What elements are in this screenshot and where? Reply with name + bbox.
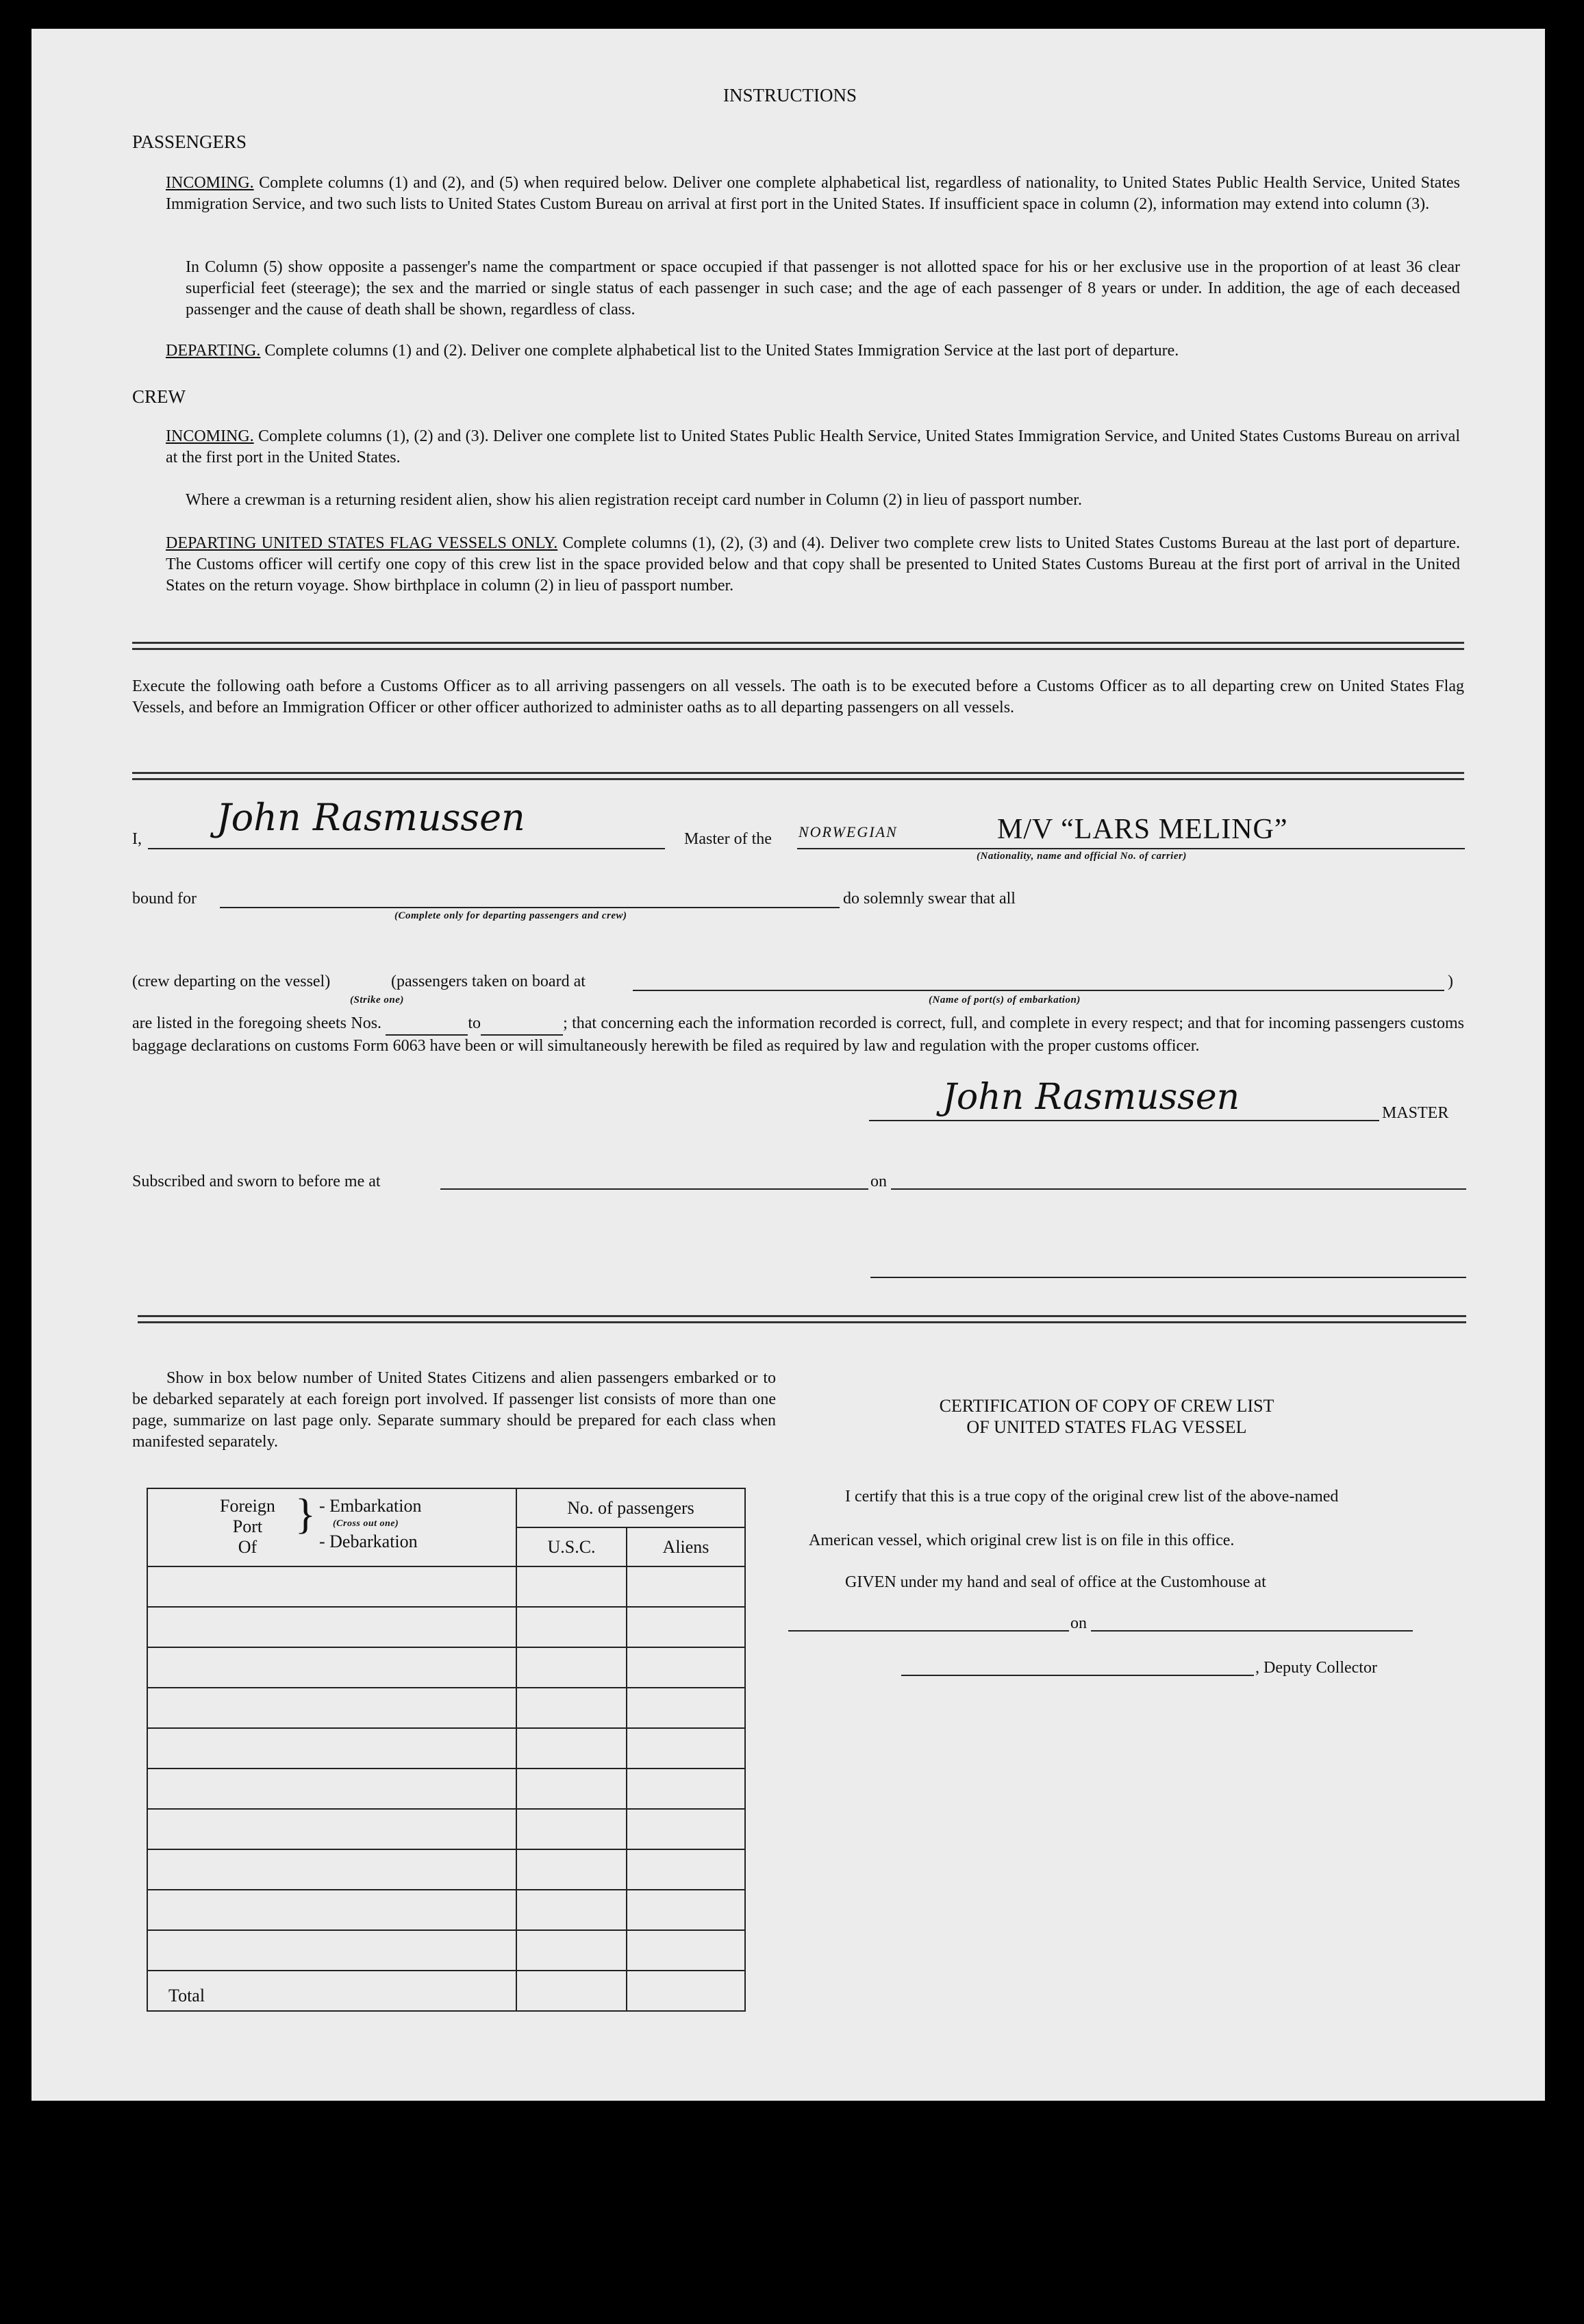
debarkation-label: - Debarkation	[319, 1532, 418, 1551]
passengers-departing-label: DEPARTING.	[166, 342, 261, 360]
i-label: I,	[132, 830, 142, 848]
vessel-line	[797, 848, 1465, 849]
passengers-incoming-label: INCOMING.	[166, 174, 254, 192]
port-label: Port	[232, 1516, 263, 1536]
sheet-from-blank	[386, 1013, 468, 1036]
total-aliens-cell[interactable]	[627, 1971, 745, 2011]
master-name-line	[148, 848, 665, 849]
aliens-cell[interactable]	[627, 1688, 745, 1728]
master-signature-line	[869, 1120, 1379, 1121]
crew-departing-paragraph	[166, 533, 1460, 597]
strike-one-caption: (Strike one)	[350, 995, 404, 1005]
given-text: GIVEN under my hand and seal of office at the Customhouse at	[845, 1573, 1266, 1591]
passenger-summary-table	[147, 1488, 746, 2012]
crew-heading: CREW	[132, 386, 186, 407]
nationality-value: NORWEGIAN	[799, 823, 898, 840]
usc-cell[interactable]	[516, 1566, 627, 1607]
aliens-cell[interactable]	[627, 1930, 745, 1971]
port-cell[interactable]	[147, 1688, 516, 1728]
summary-instructions: Show in box below number of United States Citizens and alien passengers embarked or to be debarked separately at each foreign port involved. If passenger list consists of more than one page, summarize on last page only. Separate summary should be prepared for each class when manifested separately.	[132, 1369, 776, 1451]
table-row	[147, 1728, 745, 1769]
usc-cell[interactable]	[516, 1769, 627, 1809]
aliens-cell[interactable]	[627, 1890, 745, 1930]
port-cell[interactable]	[147, 1769, 516, 1809]
vessel-name-value: M/V “LARS MELING”	[997, 814, 1288, 845]
usc-cell[interactable]	[516, 1728, 627, 1769]
crew-incoming-text: Complete columns (1), (2) and (3). Deliver one complete list to United States Public Health Service, United States Immigration Service, and United States Customs Bureau on arrival at the first port in the United States.	[166, 427, 1461, 466]
customhouse-line	[788, 1630, 1069, 1632]
port-caption: (Name of port(s) of embarkation)	[929, 995, 1081, 1005]
passengers-departing-text: Complete columns (1) and (2). Deliver one complete alphabetical list to the United States Immigration Service at the last port of departure.	[264, 342, 1179, 360]
embarkation-label: - Embarkation	[319, 1496, 422, 1516]
deputy-collector-label: , Deputy Collector	[1255, 1659, 1377, 1677]
bound-for-caption: (Complete only for departing passengers and crew)	[394, 910, 627, 921]
aliens-header: Aliens	[627, 1527, 745, 1566]
subscribed-on-label: on	[870, 1173, 887, 1190]
subscribed-label: Subscribed and sworn to before me at	[132, 1173, 381, 1190]
listed-prefix: are listed in the foregoing sheets Nos.	[132, 1014, 382, 1032]
crew-departing-label: DEPARTING UNITED STATES FLAG VESSELS ONLY.	[166, 534, 558, 552]
section-divider	[138, 1315, 1466, 1323]
certify-line2: American vessel, which original crew list is on file in this office.	[809, 1532, 1235, 1549]
passengers-heading: PASSENGERS	[132, 132, 247, 152]
certification-date-line	[1091, 1630, 1413, 1632]
total-usc-cell[interactable]	[516, 1971, 627, 2011]
form-page	[32, 29, 1545, 2101]
aliens-cell[interactable]	[627, 1809, 745, 1849]
vessel-caption: (Nationality, name and official No. of carrier)	[977, 851, 1187, 862]
master-signature: John Rasmussen	[942, 1077, 1240, 1118]
port-cell[interactable]	[147, 1566, 516, 1607]
aliens-cell[interactable]	[627, 1769, 745, 1809]
port-header-cell: Foreign Port Of } - Embarkation (Cross out one) - Debarkation	[147, 1488, 516, 1566]
port-cell[interactable]	[147, 1890, 516, 1930]
usc-header: U.S.C.	[516, 1527, 627, 1566]
sheet-to-blank	[481, 1013, 563, 1036]
port-cell[interactable]	[147, 1647, 516, 1688]
usc-cell[interactable]	[516, 1849, 627, 1890]
bound-for-line	[220, 907, 840, 908]
section-divider	[132, 772, 1464, 780]
crew-incoming-label: INCOMING.	[166, 427, 254, 445]
table-row	[147, 1566, 745, 1607]
close-paren: )	[1448, 973, 1453, 990]
crew-departing-text: Complete columns (1), (2), (3) and (4). Deliver two complete crew lists to United States Customs Bureau at the last port of departure. The Customs officer will certify one copy of this crew list in the space provided below and that copy shall be presented to United States Customs Bureau at the first port of arrival in the United States on the return voyage. Show birthplace in column (2) in lieu of passport number.	[166, 534, 1460, 595]
subscribed-place-line	[440, 1188, 868, 1190]
oath-intro: Execute the following oath before a Customs Officer as to all arriving passengers on all vessels. The oath is to be executed before a Customs Officer as to all departing crew on United States Flag Vessels, and before an Immigration Officer or other officer authorized to administer oaths as to all departing passengers on all vessels.	[132, 677, 1464, 716]
aliens-cell[interactable]	[627, 1728, 745, 1769]
table-row	[147, 1930, 745, 1971]
total-row	[147, 1971, 745, 2011]
certification-title	[915, 1395, 1298, 1438]
listed-text: ; that concerning each the information recorded is correct, full, and complete in every respect; and that for incoming passengers customs baggage declarations on customs Form 6063 have been or will simultaneously herewith be filed as required by law and regulation with the proper customs officer.	[132, 1014, 1464, 1055]
subscribed-date-line	[891, 1188, 1466, 1190]
certification-on-label: on	[1070, 1614, 1087, 1632]
of-label: Of	[238, 1537, 257, 1557]
port-cell[interactable]	[147, 1728, 516, 1769]
table-row	[147, 1809, 745, 1849]
certification-title-line2: OF UNITED STATES FLAG VESSEL	[966, 1417, 1247, 1437]
aliens-cell[interactable]	[627, 1849, 745, 1890]
master-of-the-label: Master of the	[684, 830, 772, 848]
usc-cell[interactable]	[516, 1647, 627, 1688]
master-label: MASTER	[1382, 1104, 1449, 1122]
passengers-incoming-paragraph	[166, 173, 1460, 215]
certify-line1: I certify that this is a true copy of the original crew list of the above-named	[845, 1488, 1339, 1505]
usc-cell[interactable]	[516, 1890, 627, 1930]
aliens-cell[interactable]	[627, 1647, 745, 1688]
instructions-title: INSTRUCTIONS	[723, 85, 857, 105]
port-cell[interactable]	[147, 1930, 516, 1971]
usc-cell[interactable]	[516, 1607, 627, 1647]
table-row	[147, 1849, 745, 1890]
table-row	[147, 1890, 745, 1930]
usc-cell[interactable]	[516, 1688, 627, 1728]
port-line	[633, 990, 1444, 991]
passengers-column5-paragraph: In Column (5) show opposite a passenger's name the compartment or space occupied if that passenger is not allotted space for his or her exclusive use in the proportion of at least 36 clear superficial feet (steerage); the sex and the married or single status of each passenger in such case; and the age of each passenger of 8 years or under. In addition, the age of each deceased passenger and the cause of death shall be shown, regardless of class.	[186, 258, 1460, 318]
table-row	[147, 1647, 745, 1688]
listed-paragraph	[132, 1013, 1464, 1057]
listed-to: to	[468, 1014, 481, 1032]
crew-alien-paragraph: Where a crewman is a returning resident alien, show his alien registration receipt card number in Column (2) in lieu of passport number.	[186, 491, 1082, 509]
officer-signature-line	[870, 1277, 1466, 1278]
cross-out-caption: (Cross out one)	[333, 1519, 399, 1529]
crew-departing-option: (crew departing on the vessel)	[132, 973, 331, 990]
port-cell[interactable]	[147, 1809, 516, 1849]
crew-incoming-paragraph	[166, 426, 1460, 468]
bound-for-label: bound for	[132, 890, 197, 908]
port-cell[interactable]	[147, 1607, 516, 1647]
master-name-signature: John Rasmussen	[216, 796, 525, 839]
table-row	[147, 1607, 745, 1647]
total-label: Total	[147, 1971, 516, 2011]
certification-title-line1: CERTIFICATION OF COPY OF CREW LIST	[939, 1396, 1274, 1416]
table-row	[147, 1769, 745, 1809]
passengers-taken-option: (passengers taken on board at	[391, 973, 586, 990]
swear-label: do solemnly swear that all	[843, 890, 1016, 908]
usc-cell[interactable]	[516, 1809, 627, 1849]
usc-cell[interactable]	[516, 1930, 627, 1971]
aliens-cell[interactable]	[627, 1607, 745, 1647]
no-of-passengers-header: No. of passengers	[516, 1488, 745, 1527]
port-cell[interactable]	[147, 1849, 516, 1890]
passengers-departing-paragraph	[166, 340, 1460, 362]
foreign-label: Foreign	[220, 1496, 275, 1516]
deputy-collector-line	[901, 1675, 1254, 1676]
aliens-cell[interactable]	[627, 1566, 745, 1607]
passengers-incoming-text: Complete columns (1) and (2), and (5) when required below. Deliver one complete alphabetical list, regardless of nationality, to United States Public Health Service, United States Immigration Service, and two such lists to United States Custom Bureau on arrival at first port in the United States. If insufficient space in column (2), information may extend into column (3).	[166, 174, 1460, 213]
table-row	[147, 1688, 745, 1728]
section-divider	[132, 642, 1464, 650]
